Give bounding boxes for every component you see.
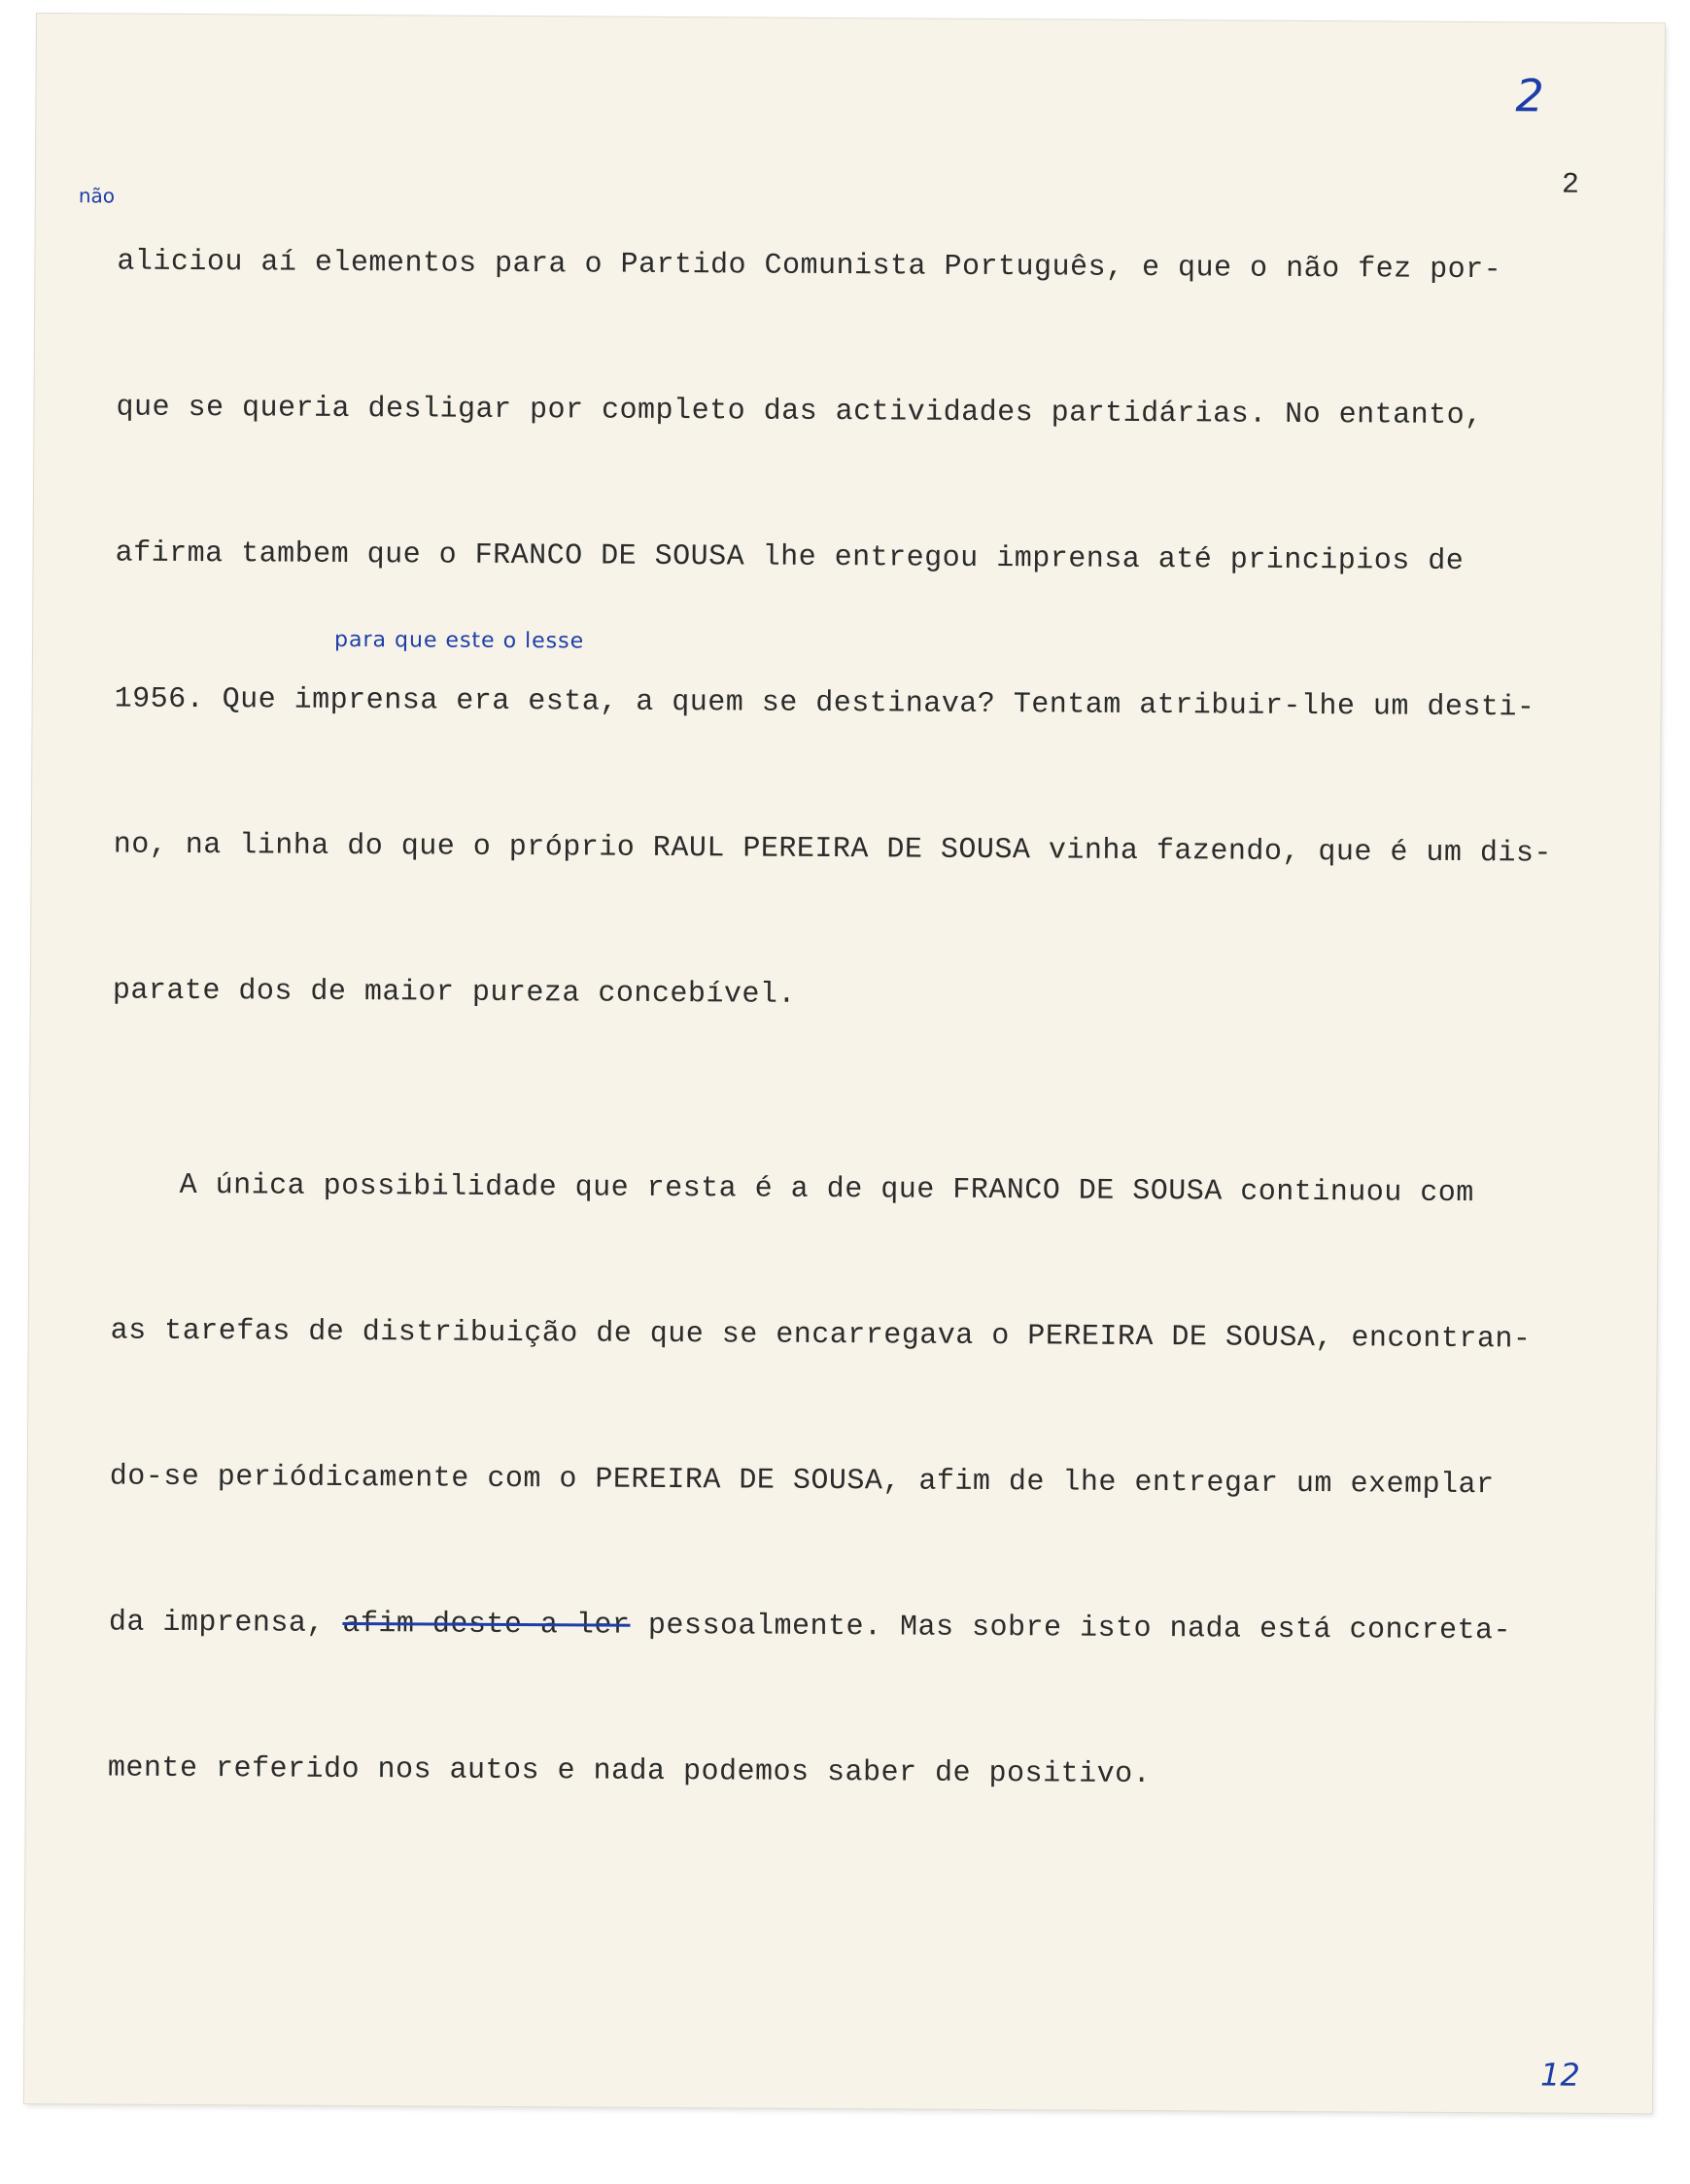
- paragraph-2-line-with-correction: [109, 1598, 1635, 1656]
- document-body: [107, 141, 1643, 1900]
- handwritten-corner-mark: 2: [1515, 69, 1544, 122]
- paragraph-2-line: do-se periódicamente com o PEREIRA DE SOUSA, afim de lhe entregar um exemplar: [109, 1460, 1495, 1503]
- paragraph-2-line: as tarefas de distribuição de que se encarregava o PEREIRA DE SOUSA, encontran-: [110, 1314, 1532, 1357]
- paragraph-1-line: no, na linha do que o próprio RAUL PEREIRA DE SOUSA vinha fazendo, que é um dis-: [113, 828, 1553, 871]
- paragraph-2-line: mente referido nos autos e nada podemos saber de positivo.: [107, 1751, 1152, 1792]
- struck-through-text: afim deste a ler: [342, 1607, 631, 1643]
- typed-document-page: [24, 14, 1665, 2113]
- paragraph-1-line: aliciou aí elementos para o Partido Comunista Português, e que o não fez por-: [117, 245, 1502, 288]
- paragraph-1-line: parate dos de maior pureza concebível.: [112, 974, 797, 1012]
- typed-page-number: 2: [1561, 168, 1580, 202]
- paragraph-1-line: afirma tambem que o FRANCO DE SOUSA lhe entregou imprensa até principios de: [115, 537, 1465, 578]
- paragraph-1-line: 1956. Que imprensa era esta, a quem se destinava? Tentam atribuir-lhe um desti-: [114, 682, 1535, 725]
- handwritten-footer-page-number: 12: [1539, 2056, 1580, 2094]
- handwritten-margin-note: não: [78, 184, 116, 208]
- handwritten-insertion: para que este o lesse: [333, 627, 585, 654]
- paragraph-2-line: A única possibilidade que resta é a de que FRANCO DE SOUSA continuou com: [179, 1168, 1474, 1211]
- line-4-end: pessoalmente. Mas sobre isto nada está concreta-: [630, 1609, 1512, 1648]
- paragraph-1-line: que se queria desligar por completo das actividades partidárias. No entanto,: [116, 391, 1483, 433]
- line-4-start: da imprensa,: [108, 1606, 343, 1641]
